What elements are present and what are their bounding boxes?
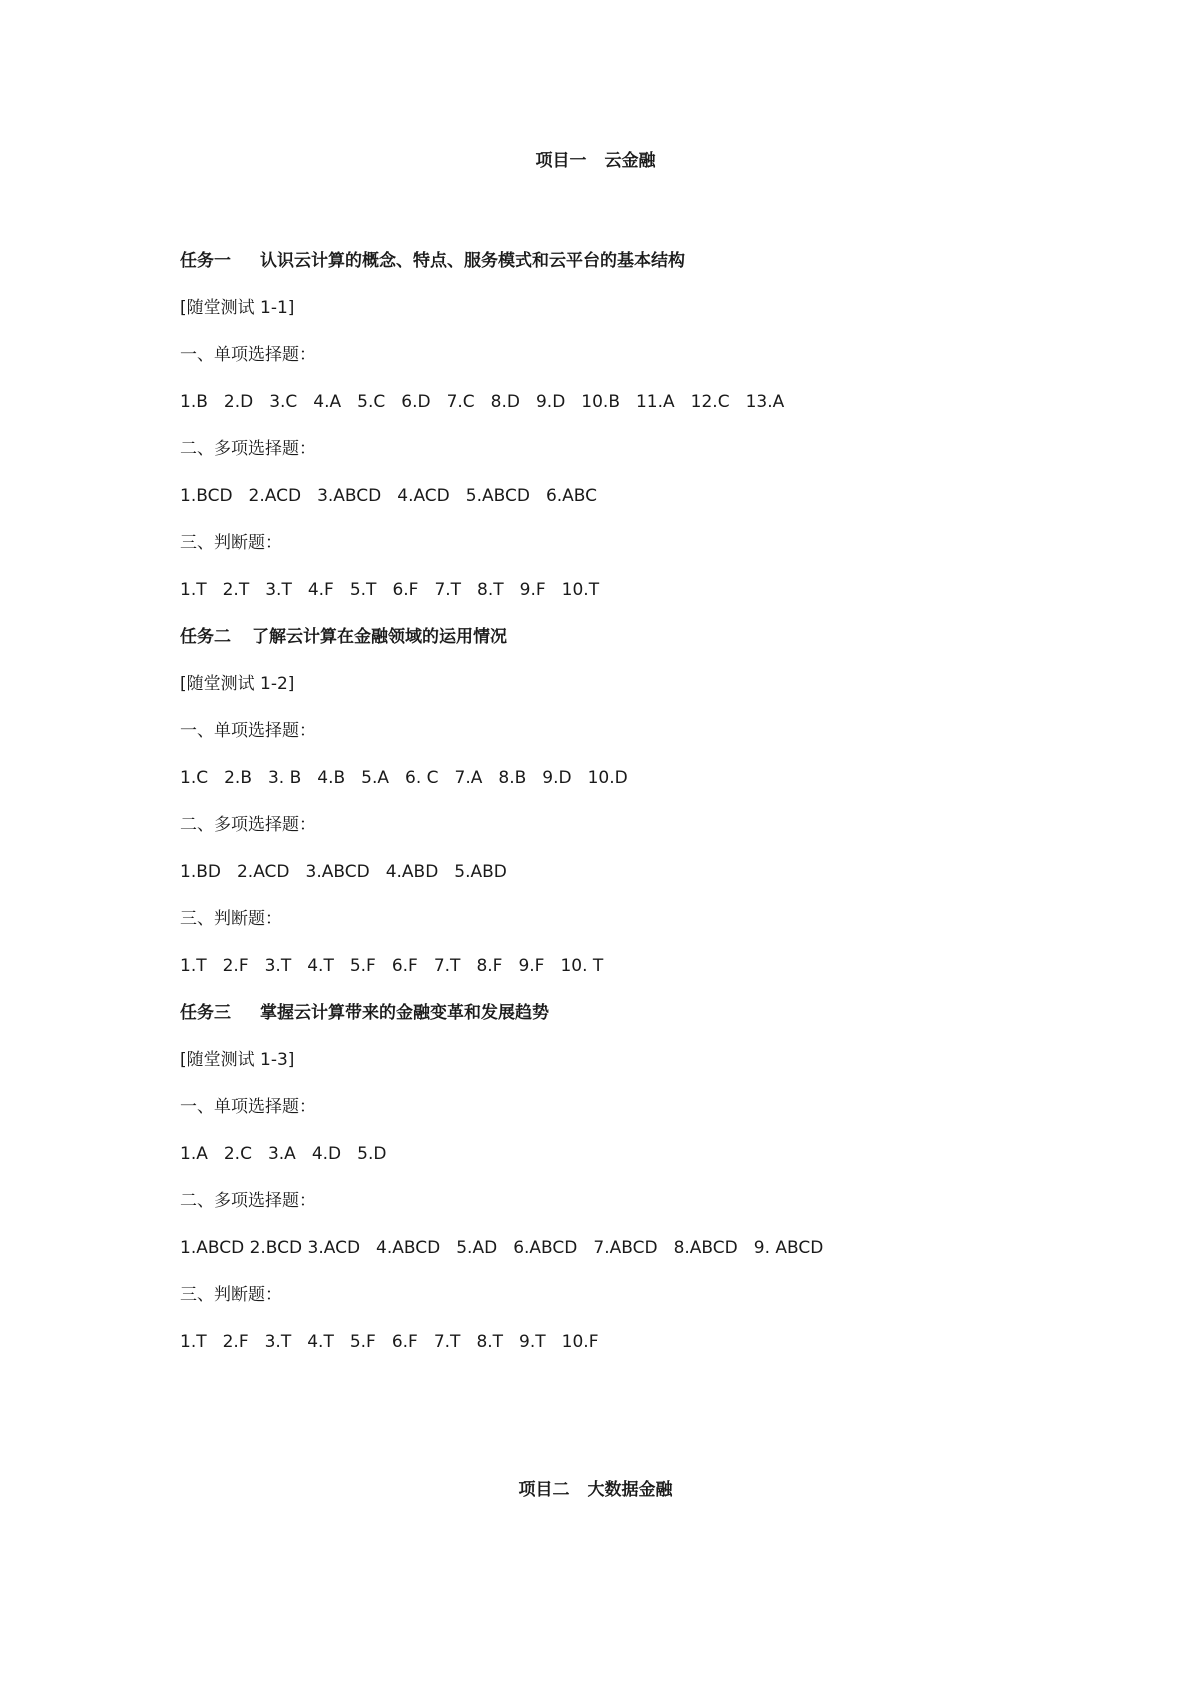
project-two-num: 项目二 xyxy=(518,1480,570,1500)
project-one-num: 项目一 xyxy=(535,151,587,171)
answer-item: 7.A xyxy=(454,768,483,788)
answer-row xyxy=(180,575,1080,622)
section-heading: 一、单项选择题： xyxy=(180,721,316,741)
answer-item: 1.B xyxy=(180,392,208,412)
task-heading xyxy=(180,246,1080,293)
answer-item: 10.B xyxy=(581,392,620,412)
answer-item: 5.C xyxy=(357,392,386,412)
answer-item: 3.ABCD xyxy=(317,486,382,506)
project-two-name: 大数据金融 xyxy=(587,1480,673,1500)
answer-item: 3.ABCD xyxy=(305,862,370,882)
answer-item: 2.F xyxy=(222,1332,249,1352)
answer-item: 4.D xyxy=(311,1144,342,1164)
answer-item: 6.ABC xyxy=(545,486,598,506)
answer-item: 1.T xyxy=(180,1332,207,1352)
answer-item: 6.F xyxy=(391,956,418,976)
answer-item: 4.F xyxy=(307,580,334,600)
answer-item: 5.AD xyxy=(456,1238,498,1258)
answer-item: 12.C xyxy=(690,392,730,412)
answer-item: 3.T xyxy=(264,1332,292,1352)
answer-item: 9.F xyxy=(518,956,545,976)
section-heading: 二、多项选择题： xyxy=(180,1191,316,1211)
answer-item: 3.A xyxy=(267,1144,296,1164)
answer-item: 7.T xyxy=(433,1332,461,1352)
answer-item: 1.A xyxy=(180,1144,208,1164)
answer-item: 4.A xyxy=(313,392,342,412)
section-heading: 二、多项选择题： xyxy=(180,439,316,459)
answer-item: 9.D xyxy=(542,768,572,788)
answer-item: 4.ABCD xyxy=(376,1238,441,1258)
answer-item: 4.ABD xyxy=(385,862,439,882)
section-heading: 一、单项选择题： xyxy=(180,1097,316,1117)
task-heading xyxy=(180,998,1080,1045)
answer-item: 10.D xyxy=(587,768,628,788)
answer-content xyxy=(180,246,1080,1374)
answer-item: 8.T xyxy=(476,1332,504,1352)
test-label: [随堂测试 1-3] xyxy=(180,1050,295,1070)
answer-item: 8.F xyxy=(476,956,503,976)
answer-item: 5.F xyxy=(349,956,376,976)
answer-item: 8.B xyxy=(498,768,527,788)
task-number: 任务一 xyxy=(180,251,231,271)
answer-item: 10.F xyxy=(561,1332,599,1352)
answer-item: 6.F xyxy=(392,580,419,600)
answer-item: 4.T xyxy=(307,956,334,976)
answer-item: 1.T xyxy=(180,580,207,600)
answer-row xyxy=(180,1139,1080,1186)
answer-item: 8.D xyxy=(490,392,520,412)
answer-item: 4.B xyxy=(317,768,346,788)
answer-item: 5.ABCD xyxy=(465,486,530,506)
answer-row xyxy=(180,387,1080,434)
section-heading: 三、判断题： xyxy=(180,1285,282,1305)
answer-item: 10.T xyxy=(561,580,600,600)
answer-item: 9.F xyxy=(519,580,546,600)
answer-row xyxy=(180,951,1080,998)
answer-item: 2.B xyxy=(224,768,252,788)
answer-item: 9. ABCD xyxy=(753,1238,824,1258)
section-heading: 三、判断题： xyxy=(180,533,282,553)
test-label: [随堂测试 1-1] xyxy=(180,298,295,318)
project-two-title xyxy=(0,1475,1191,1500)
answer-item: 3. B xyxy=(267,768,302,788)
task-title: 掌握云计算带来的金融变革和发展趋势 xyxy=(260,1003,549,1023)
task-title: 了解云计算在金融领域的运用情况 xyxy=(252,627,507,647)
answer-item: 7.T xyxy=(434,580,462,600)
task-number: 任务三 xyxy=(180,1003,231,1023)
answer-item: 7.ABCD xyxy=(593,1238,658,1258)
answer-item: 2.T xyxy=(222,580,250,600)
answer-row xyxy=(180,763,1080,810)
answer-item: 6.F xyxy=(391,1332,418,1352)
answer-item: 1.BCD xyxy=(180,486,233,506)
answer-item: 3.T xyxy=(264,956,292,976)
answer-item: 4.T xyxy=(307,1332,334,1352)
answer-item: 2.C xyxy=(223,1144,252,1164)
answer-item: 9.T xyxy=(519,1332,546,1352)
section-heading: 二、多项选择题： xyxy=(180,815,316,835)
answer-row xyxy=(180,857,1080,904)
task-heading xyxy=(180,622,1080,669)
answer-item: 1.ABCD 2.BCD 3.ACD xyxy=(180,1238,361,1258)
answer-item: 9.D xyxy=(535,392,566,412)
answer-item: 3.C xyxy=(269,392,298,412)
answer-item: 1.T xyxy=(180,956,207,976)
answer-row xyxy=(180,1233,1080,1280)
answer-item: 2.F xyxy=(222,956,249,976)
answer-item: 8.ABCD xyxy=(673,1238,738,1258)
answer-item: 5.D xyxy=(357,1144,387,1164)
answer-item: 6. C xyxy=(405,768,439,788)
answer-item: 2.ACD xyxy=(236,862,290,882)
answer-item: 1.C xyxy=(180,768,209,788)
answer-item: 11.A xyxy=(635,392,675,412)
answer-item: 5.T xyxy=(349,580,377,600)
answer-item: 7.T xyxy=(433,956,461,976)
answer-item: 1.BD xyxy=(180,862,221,882)
answer-item: 5.F xyxy=(349,1332,376,1352)
project-one-name: 云金融 xyxy=(604,151,656,171)
task-title: 认识云计算的概念、特点、服务模式和云平台的基本结构 xyxy=(260,251,685,271)
section-heading: 三、判断题： xyxy=(180,909,282,929)
answer-item: 6.ABCD xyxy=(513,1238,578,1258)
answer-item: 2.D xyxy=(223,392,254,412)
answer-item: 7.C xyxy=(446,392,475,412)
test-label: [随堂测试 1-2] xyxy=(180,674,295,694)
answer-item: 5.A xyxy=(361,768,390,788)
answer-item: 8.T xyxy=(477,580,504,600)
section-heading: 一、单项选择题： xyxy=(180,345,316,365)
answer-item: 2.ACD xyxy=(248,486,302,506)
answer-row xyxy=(180,1327,1080,1374)
project-one-title xyxy=(0,146,1191,171)
answer-item: 4.ACD xyxy=(397,486,450,506)
answer-item: 5.ABD xyxy=(454,862,507,882)
answer-item: 10. T xyxy=(560,956,604,976)
answer-row xyxy=(180,481,1080,528)
task-number: 任务二 xyxy=(180,627,231,647)
answer-item: 3.T xyxy=(265,580,292,600)
answer-item: 13.A xyxy=(745,392,785,412)
answer-item: 6.D xyxy=(401,392,431,412)
